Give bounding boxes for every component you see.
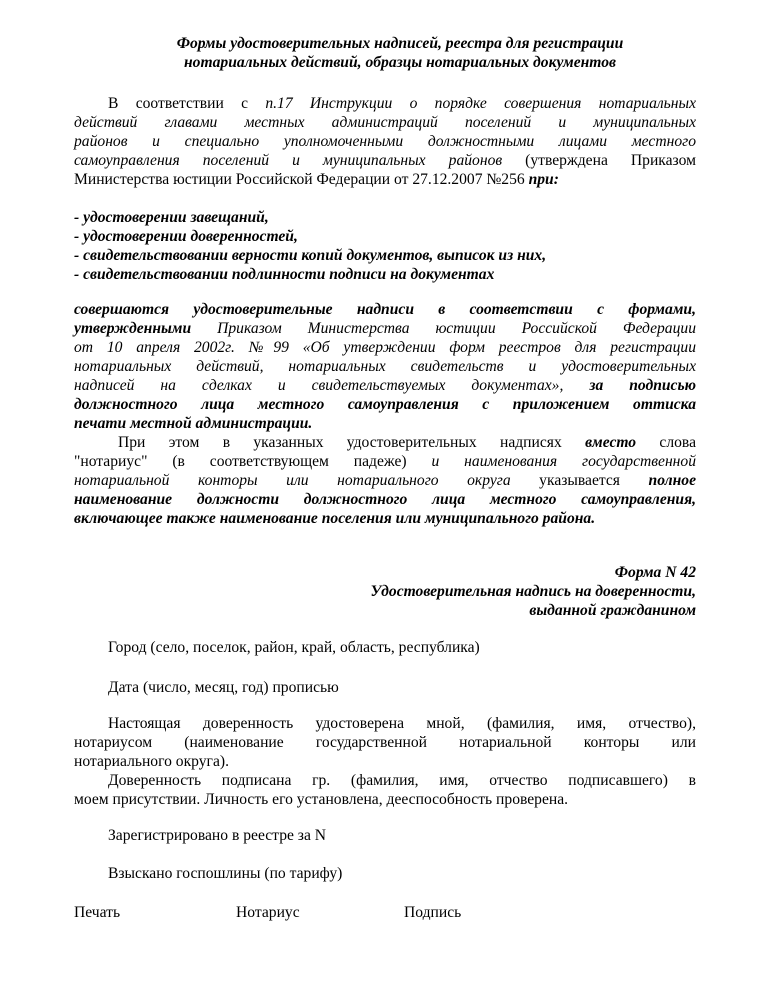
- paragraph-text: При этом в указанных удостоверительных надписях: [118, 434, 586, 451]
- document-title: [120, 34, 680, 72]
- list-item: - свидетельствовании подлинности подписи на документах: [74, 266, 495, 283]
- intro-text: В соответствии с: [108, 95, 266, 112]
- paragraph-line: от 10 апреля 2002г. №99 «Об утверждении форм реестров для регистрации: [74, 339, 696, 356]
- paragraph-text: нотариальной конторы или нотариального округа: [74, 472, 511, 489]
- paragraph-text: вместо: [585, 434, 637, 451]
- instruction-reference: п.17 Инструкции о порядке совершения нотариальных: [265, 95, 696, 112]
- paragraph-text: и наименования государственной: [431, 453, 697, 470]
- paragraph-text: утвержденными: [74, 320, 192, 337]
- paragraph-text: Приказом Министерства юстиции Российской Федерации: [191, 320, 696, 337]
- title-line-1: Формы удостоверительных надписей, реестра для регистрации: [176, 35, 624, 52]
- paragraph-line: нотариальных действий, нотариальных свидетельств и удостоверительных: [74, 358, 696, 375]
- form-heading: [74, 563, 696, 620]
- list-item: - удостоверении завещаний,: [74, 209, 269, 226]
- intro-line: районов и специально уполномоченными должностными лицами местного: [74, 133, 696, 150]
- list-item: - свидетельствовании верности копий документов, выписок из них,: [74, 247, 547, 264]
- intro-emphasis: при:: [528, 171, 559, 188]
- list-item: - удостоверении доверенностей,: [74, 228, 298, 245]
- certification-line: Настоящая доверенность удостоверена мной, (фамилия, имя, отчество),: [108, 715, 696, 732]
- intro-text: Министерства юстиции Российской Федерации от 27.12.2007 №256: [74, 171, 529, 188]
- signed-line: Доверенность подписана гр. (фамилия, имя, отчество подписавшего) в: [108, 772, 696, 789]
- form-number: Форма N 42: [614, 564, 696, 581]
- certification-paragraph: [74, 714, 696, 809]
- seal-label: Печать: [74, 904, 121, 921]
- certification-line: нотариусом (наименование государственной нотариальной конторы или: [74, 734, 696, 751]
- paragraph-text: надписей на сделках и свидетельствуемых документах»,: [74, 377, 564, 394]
- title-line-2: нотариальных действий, образцы нотариальных документов: [184, 54, 616, 71]
- paragraph-text: (в соответствующем падеже): [147, 453, 432, 470]
- field-fee: Взыскано госпошлины (по тарифу): [108, 865, 343, 882]
- signed-line: моем присутствии. Личность его установлена, дееспособность проверена.: [74, 791, 569, 808]
- form-caption-line-1: Удостоверительная надпись на доверенности,: [370, 583, 696, 600]
- intro-line: действий главами местных администраций поселений и муниципальных: [74, 114, 696, 131]
- paragraph-text: за подписью: [563, 377, 696, 394]
- intro-paragraph: [74, 94, 696, 189]
- replacement-paragraph: [74, 433, 696, 528]
- certification-line: нотариального округа).: [74, 753, 229, 770]
- form-caption-line-2: выданной гражданином: [529, 602, 696, 619]
- paragraph-line: совершаются удостоверительные надписи в соответствии с формами,: [74, 301, 696, 318]
- signature-label: Подпись: [404, 904, 462, 921]
- paragraph-text: слова: [636, 434, 696, 451]
- paragraph-line: включающее также наименование поселения или муниципального района.: [74, 510, 596, 527]
- notary-label: Нотариус: [236, 904, 300, 921]
- paragraph-text: "нотариус": [74, 453, 148, 470]
- field-registry: Зарегистрировано в реестре за N: [108, 827, 327, 844]
- intro-text: самоуправления поселений и муниципальных районов: [74, 152, 503, 169]
- field-date: Дата (число, месяц, год) прописью: [108, 679, 339, 696]
- paragraph-line: печати местной администрации.: [74, 415, 313, 432]
- paragraph-line: наименование должности должностного лица местного самоуправления,: [74, 491, 696, 508]
- action-list: [74, 208, 696, 284]
- paragraph-line: должностного лица местного самоуправления с приложением оттиска: [74, 396, 696, 413]
- forms-paragraph: [74, 300, 696, 433]
- paragraph-text: полное: [648, 472, 696, 489]
- field-city: Город (село, поселок, район, край, область, республика): [108, 639, 480, 656]
- paragraph-text: указывается: [510, 472, 649, 489]
- intro-text: (утверждена Приказом: [502, 152, 696, 169]
